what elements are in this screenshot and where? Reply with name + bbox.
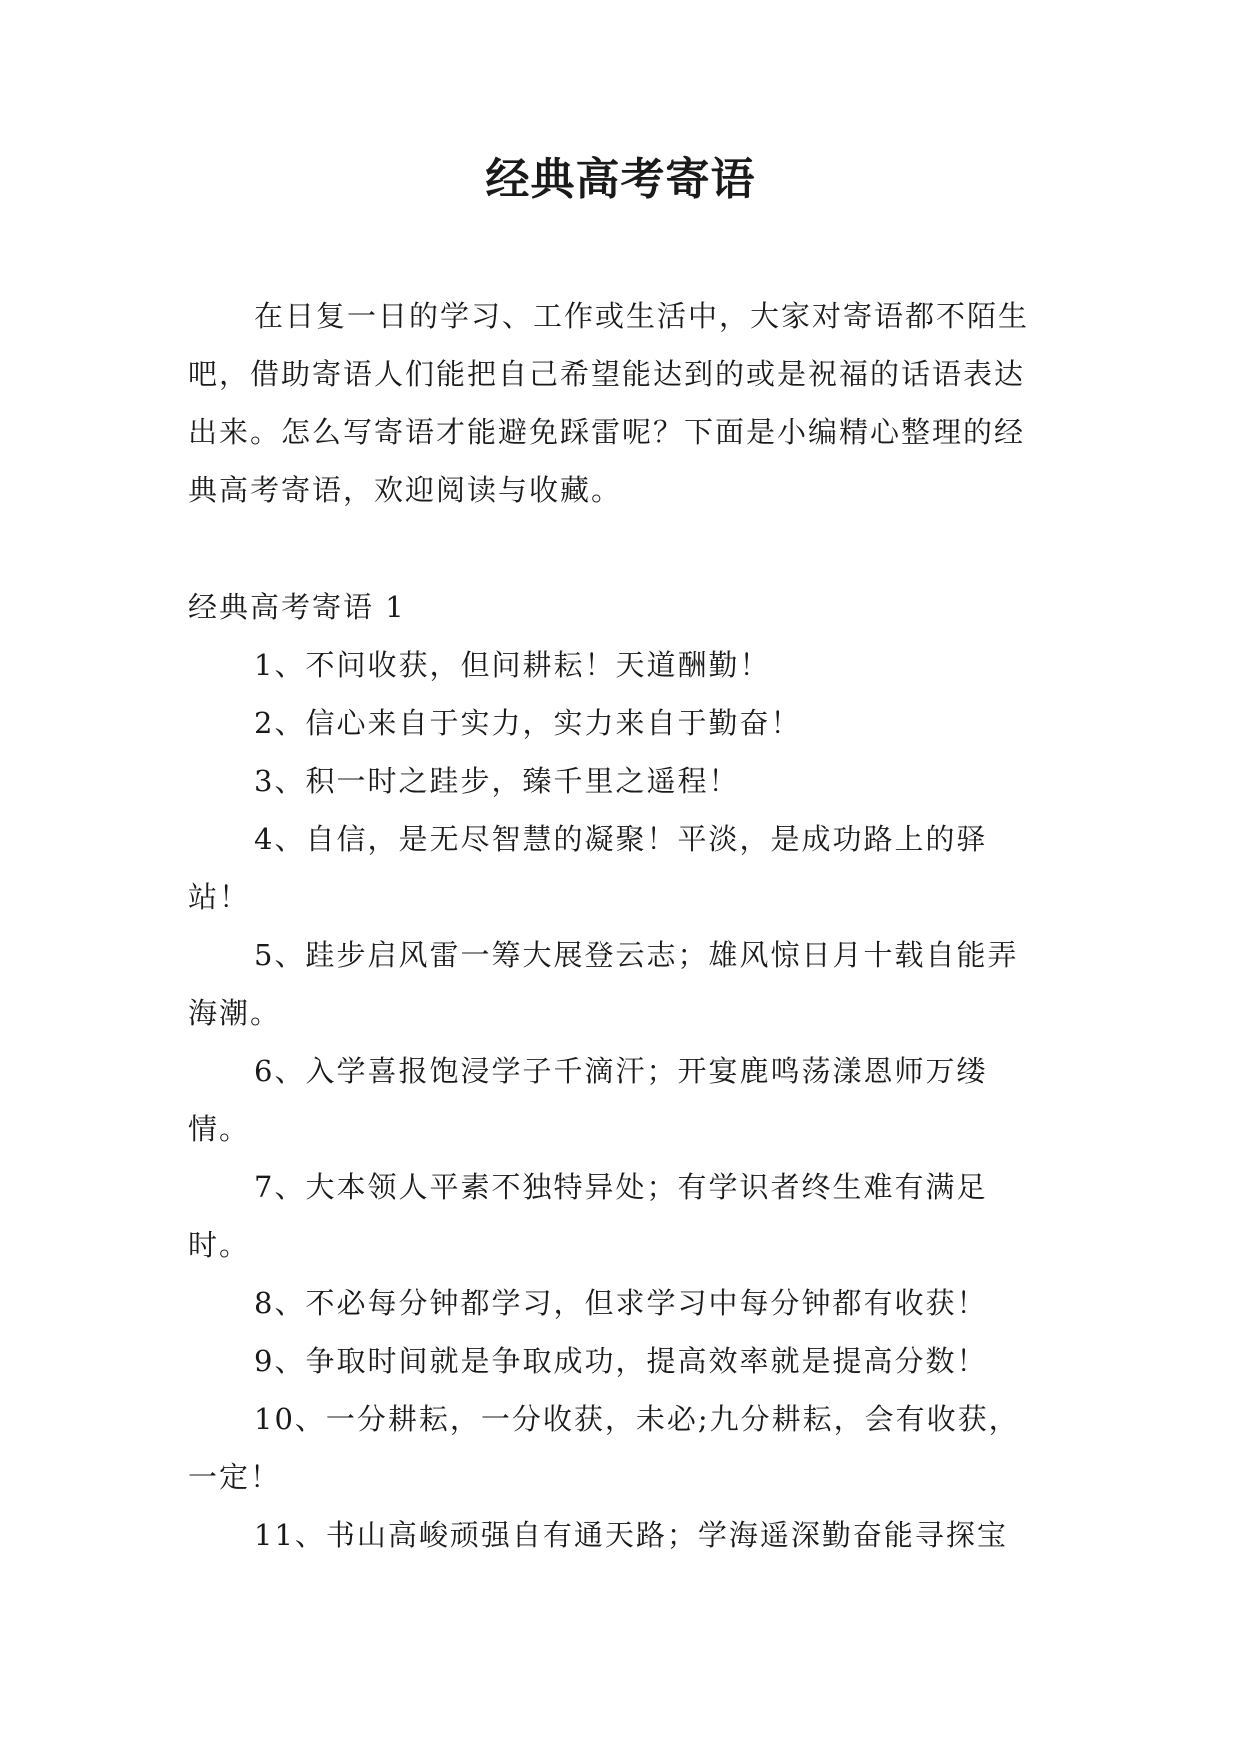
list-item: 2、信心来自于实力，实力来自于勤奋！ — [254, 706, 802, 740]
list-item: 3、积一时之跬步，臻千里之遥程！ — [254, 764, 740, 798]
list-item: 10、一分耕耘，一分收获，未必;九分耕耘，会有收获，一定！ — [188, 1402, 1020, 1494]
section-heading: 经典高考寄语 1 — [188, 590, 406, 624]
item-list — [188, 636, 1048, 1564]
intro-text: 在日复一日的学习、工作或生活中，大家对寄语都不陌生吧，借助寄语人们能把自己希望能达到的或是祝福的话语表达出来。怎么写寄语才能避免踩雷呢？下面是小编精心整理的经典高考寄语，欢迎阅读与收藏。 — [188, 299, 1030, 507]
list-item: 6、入学喜报饱浸学子千滴汗；开宴鹿鸣荡漾恩师万缕情。 — [188, 1054, 988, 1146]
list-item: 7、大本领人平素不独特异处；有学识者终生难有满足时。 — [188, 1170, 988, 1262]
document-title: 经典高考寄语 — [485, 154, 756, 205]
list-item: 4、自信，是无尽智慧的凝聚！平淡，是成功路上的驿站！ — [188, 822, 988, 914]
list-item: 5、跬步启风雷一筹大展登云志；雄风惊日月十载自能弄海潮。 — [188, 938, 1019, 1030]
list-item: 8、不必每分钟都学习，但求学习中每分钟都有收获！ — [254, 1286, 988, 1320]
intro-paragraph — [188, 287, 1048, 519]
list-item: 11、书山高峻顽强自有通天路；学海遥深勤奋能寻探宝 — [254, 1518, 1008, 1552]
list-item: 9、争取时间就是争取成功，提高效率就是提高分数！ — [254, 1344, 988, 1378]
list-item: 1、不问收获，但问耕耘！天道酬勤！ — [254, 648, 771, 682]
